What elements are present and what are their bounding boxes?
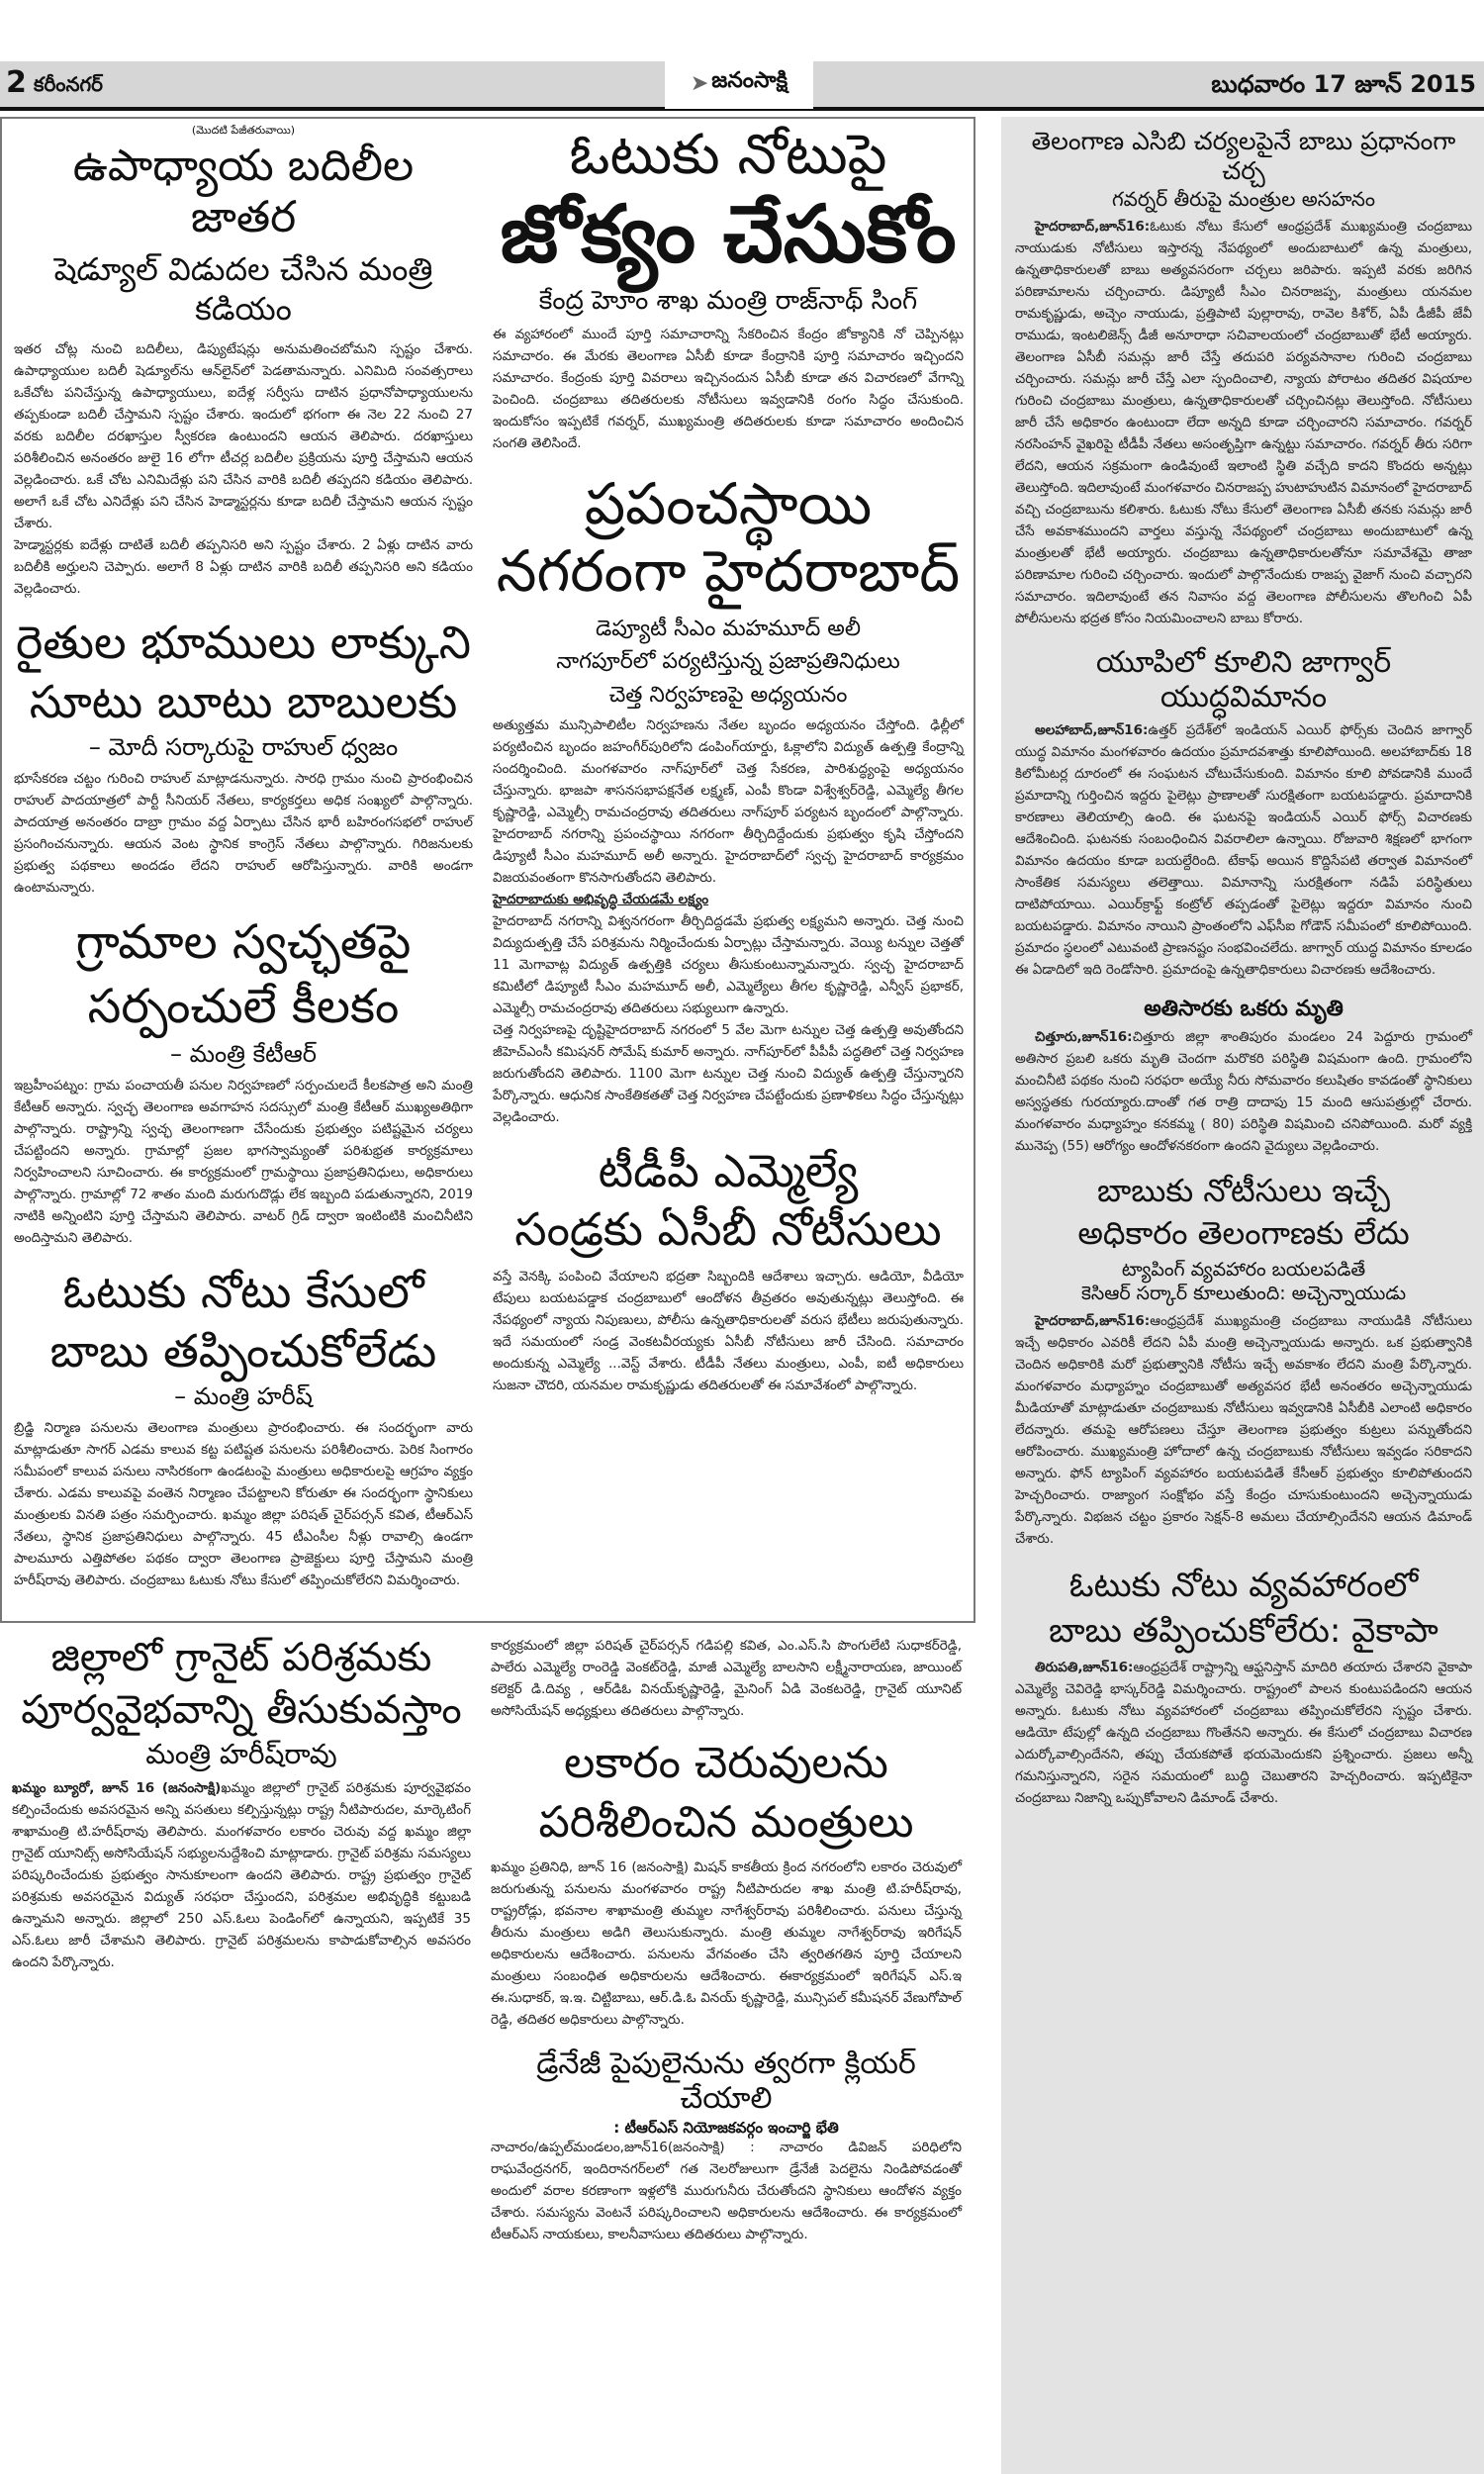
article-body: ఓటుకు నోటు కేసులో ఆంధ్రప్రదేశ్ ముఖ్యమంత్రి చంద్రబాబు నాయుడుకు నోటీసులు ఇస్తారన్న నేపథ్యంలో అందుబాటులో ఉన్న మంత్రులు, ఉన్నతాధికారులతో బాబు అత్యవసరంగా చర్చలు జరిపారు. ఇప్పటి వరకు జరిగిన పరిణామాలను చర్చించారు. డిప్యూటీ సీఎం చినరాజప్ప, మంత్రులు యనమల రామకృష్ణుడు, అచ్చెం నాయుడు, ప్రత్తిపాటి పుల్లారావు, రావెల కిశోర్, ఏపీ డీజీపీ జేవీ రాముడు, ఇంటలిజెన్స్ డీజీ అనూరాధా సచివాలయంలో చంద్రబాబుతో భేటీ అయ్యారు. తెలంగాణ ఏసీబీ సమన్లు జారీ చేస్తే తదుపరి పర్యవసానాల గురించి చంద్రబాబు చర్చించారు. సమన్లు జారీ చేస్తే ఎలా స్పందించాలి, న్యాయ పోరాటం తదితర విషయాల గురించి చంద్రబాబు మంత్రులు, ఉన్నతాధికారులతో చర్చించినట్లు తెలుస్తోంది. నోటీసులు జారీ చేసే అధికారం ఉంటుందా లేదా అన్నది కూడా చర్చించారని సమాచారం. గవర్నర్ నరసింహన్ వైఖరిపై టీడీపీ నేతలు అసంతృప్తిగా ఉన్నట్టు సమాచారం. గవర్నర్ తీరు సరిగా లేదని, ఆయన సక్రమంగా ఉండివుంటే ఇలాంటి స్థితి వచ్చేది కాదని కొందరు అన్నట్లు తెలుస్తోంది. ఇదిలావుంటే మంగళవారం చినరాజప్ప హుటాహుటిన విమానంలో హైదరాబాద్ వచ్చి చంద్రబాబును కలిశారు. ఓటుకు నోటు కేసులో తెలంగాణ ఏసీబీ తనకు సమన్లు జారీ చేసే అవకాశముందని వార్తలు వస్తున్న నేపథ్యంలో చంద్రబాబు అందుబాటులో ఉన్న మంత్రులతో భేటీ అయ్యారు. చంద్రబాబు ఉన్నతాధికారులతోనూ సమావేశమై తాజా పరిణామాల గురించి చర్చించారు. ఇందులో పాల్గొనేందుకు రాజప్ప వైజాగ్ నుంచి వచ్చారని సమాచారం. ఇదిలావుంటే తన నివాసం వద్ద తెలంగాణ పోలీసులను తొలగించి ఏపీ పోలీసులను భద్రత కోసం నియమించాలని బాబు కోరారు. <box>1015 219 1472 626</box>
headline: ఉపాధ్యాయ బదిలీల జాతర <box>72 141 415 242</box>
article-body-2: హెడ్మాస్టర్లకు ఐదేళ్లు దాటితే బదిలీ తప్పనిసరి అని స్పష్టం చేశారు. 2 ఏళ్లు దాటిన వారు బదిలీకి అర్హులని చెప్పారు. అలాగే 8 ఏళ్లు దాటిన వారికి బదిలీ తప్పనిసరి అని కడియం వెల్లడించారు. <box>14 536 473 597</box>
article-harish <box>14 1265 473 1592</box>
headline: తెలంగాణ ఎసిబి చర్యలపైనే బాబు ప్రధానంగా చర్చ <box>1031 127 1456 185</box>
article-no-authority <box>1015 1173 1472 1550</box>
headline-line-1: ఓటుకు నోటుపై <box>569 123 887 187</box>
lower-left-column <box>0 1635 481 1988</box>
article-body: ఖమ్మం ప్రతినిధి, జూన్ 16 (జనంసాక్షి) మిషన్ కాకతీయ క్రింద నగరంలోని లకారం చెరువులో జరుగుతున్న పనులను మంగళవారం రాష్ట్ర నీటిపారుదల శాఖ మంత్రి టి.హరీష్‌రావు, రాష్ట్రరోడ్లు, భవనాల శాఖామంత్రి తుమ్మల నాగేశ్వర్‌రావు పరిశీలించారు. పనులు చేస్తున్న తీరును మంత్రులు అడిగి తెలుసుకున్నారు. మంత్రి తుమ్మల నాగేశ్వర్‌రావు ఇరిగేషన్ అధికారులను ఆదేశించారు. పనులను వేగవంతం చేసి త్వరితగతిన పూర్తి చేయాలని మంత్రులు సంబంధిత అధికారులను ఆదేశించారు. ఈకార్యక్రమంలో ఇరిగేషన్ ఎస్.ఇ ఈ.సుధాకర్, ఇ.ఇ. చిట్టిబాబు, ఆర్.డి.ఓ వినయ్ కృష్ణారెడ్డి, మున్సిపల్ కమీషనర్ వేణుగోపాల్ రెడ్డి, తదితర అధికారులు పాల్గొన్నారు. <box>491 1858 962 2028</box>
page-number: 2 <box>6 65 27 100</box>
article-diarrhea <box>1015 997 1472 1157</box>
article-sandra <box>493 1144 964 1396</box>
headline-line-2: జోక్యం చేసుకోం <box>500 188 957 281</box>
dateline: అలహాబాద్,జూన్16: <box>1035 721 1149 738</box>
headline-line-2: బాబు తప్పించుకోలేడు <box>49 1323 437 1378</box>
dateline: హైదరాబాద్,జూన్16: <box>1035 219 1151 235</box>
article-lakaram <box>491 1738 962 2031</box>
headline-line-1: ప్రపంచస్థాయి <box>584 469 873 537</box>
headline: డ్రేనేజీ పైపులైనును త్వరగా క్లియర్ చేయాలి <box>536 2046 916 2117</box>
article-body: చిత్తూరు జిల్లా శాంతిపురం మండలం 24 పెద్దూరు గ్రామంలో అతిసార ప్రబలి ఒకరు మృతి చెందగా మరొకరి పరిస్థితి విషమంగా ఉంది. గ్రామంలోని మంచినీటి పథకం నుంచి సరఫరా అయ్యే నీరు సోమవారం కలుషితం కావడంతో స్థానికులు అస్వస్థతకు గురయ్యారు.దాంతో గత రాత్రి దాదాపు 15 మంది ఆసుపత్రుల్లో చేరారు. మంగళవారం మధ్యాహ్నం కనకమ్మ ( 80) పరిస్థితి విషమించి చనిపోయింది. మరో వ్యక్తి మునెప్ప (55) ఆరోగ్యం ఆందోళనకరంగా ఉందని వైద్యులు వెల్లడించారు. <box>1015 1028 1472 1154</box>
masthead <box>665 57 813 109</box>
headline-line-1: బాబుకు నోటీసులు ఇచ్చే <box>1096 1171 1391 1209</box>
headline-line-1: లకారం చెరువులను <box>564 1738 888 1789</box>
arrow-logo-icon: ➤ <box>690 70 709 96</box>
headline-line-2: సండ్రకు ఏసీబీ నోటీసులు <box>514 1201 942 1256</box>
subhead-3: చెత్త నిర్వహణపై అధ్యయనం <box>608 682 848 708</box>
article-acb-discussion <box>1015 127 1472 629</box>
headline-line-2: అధికారం తెలంగాణకు లేదు <box>1077 1214 1410 1253</box>
article-body-3: చెత్త నిర్వహణపై దృష్టిహైదరాబాద్ నగరంలో 5 వేల మెగా టన్నుల చెత్త ఉత్పత్తి అవుతోందని జీహెచ్ఎంసీ కమిషనర్ సోమేష్ కుమార్ అన్నారు. నాగ్‌పూర్‌లో పీపీపీ పద్ధతిలో చెత్త నిర్వహణ జరుగుతోందని తెలిపారు. 1100 మెగా టన్నుల చెత్త నుంచి విద్యుత్ ఉత్పత్తి చేస్తున్నారని పేర్కొన్నారు. ఆధునిక సాంకేతికతతో చెత్త నిర్వహణ చేపట్టేందుకు ప్రణాళికలు సిద్ధం చేస్తున్నట్లు వెల్లడించారు. <box>493 1022 964 1126</box>
page-section: కరీంనగర్ <box>34 72 103 96</box>
headline-line-1: జిల్లాలో గ్రానైట్ పరిశ్రమకు <box>50 1635 432 1681</box>
headline-line-2: నగరంగా హైదరాబాద్ <box>496 537 961 606</box>
article-body: ఈ వ్యహారంలో ముందే పూర్తి సమాచారాన్ని సేకరించిన కేంద్రం జోక్యానికి నో చెప్పినట్లు సమాచారం. ఈ మేరకు తెలంగాణ ఏసీబీ కూడా కేంద్రానికి పూర్తి సమాచారం ఇచ్చిందని సమాచారం. కేంద్రంకు పూర్తి వివరాలు ఇచ్చినందున ఏసీబీ కూడా తన విచారణలో వేగాన్ని పెంచింది. చంద్రబాబు తదితరులకు నోటీసులు ఇవ్వడానికి రంగం సిద్ధం చేసుకుంది. ఇందుకోసం ఇప్పటికే గవర్నర్, ముఖ్యమంత్రి తదితరులకు కూడా సమాచారం అందించిన సంగతి తెలిసిందే. <box>493 326 964 451</box>
headline: అతిసారకు ఒకరు మృతి <box>1144 996 1344 1021</box>
dateline: చిత్తూరు,జూన్16: <box>1035 1028 1133 1045</box>
headline-line-1: రైతుల భూములు లాక్కుని <box>16 615 471 669</box>
article-body: ఇతర చోట్ల నుంచి బదిలీలు, డిప్యుటేషన్లు అనుమతించబోమని స్పష్టం చేశారు. ఉపాధ్యాయుల బదిలీ షెడ్యూల్‌ను ఆన్‌లైన్‌లో పెడతామన్నారు. ఎనిమిది సంవత్సరాలు ఒకేచోట పనిచేస్తున్న ఉపాధ్యాయులు, ఐదేళ్ల సర్వీసు దాటిన ప్రధానోపాధ్యాయులను తప్పకుండా బదిలీ చేస్తామని స్పష్టం చేశారు. ఇందులో భగంగా ఈ నెల 22 నుంచి 27 వరకు బదిలీల దరఖాస్తుల స్వీకరణ ఉంటుందని ఆయన తెలిపారు. దరఖాస్తులు పరిశీలించిన అనంతరం జులై 16 లోగా టీచర్ల బదిలీల ప్రక్రియను పూర్తి చేస్తామని ఆయన వెల్లడించారు. ఒకే చోట ఎనిమిదేళ్లు పని చేసిన వారికి బదిలీ తప్పదని కడియం తెలిపారు. అలాగే ఒకే చోట ఎనిదేళ్లు పని చేసిన హెడ్మాస్టర్లను కూడా బదిలీ చేస్తామని ఆయన స్పష్టం చేశారు. <box>14 340 473 531</box>
headline: యూపిలో కూలిని జాగ్వార్ యుద్ధవిమానం <box>1095 645 1392 715</box>
headline-line-2: పూర్వవైభవాన్ని తీసుకువస్తాం <box>21 1687 462 1734</box>
page-date: బుధవారం 17 జూన్ 2015 <box>1211 70 1476 98</box>
main-box <box>0 117 975 1623</box>
subhead: : టీఆర్ఎస్ నియోజకవర్గం ఇంచార్జి భేతి <box>613 2118 839 2137</box>
subhead: కేంద్ర హెూం శాఖ మంత్రి రాజ్‌నాథ్ సింగ్ <box>538 286 918 317</box>
article-granite <box>12 1635 471 1972</box>
article-granite-continued <box>491 1635 962 1722</box>
middle-column <box>483 123 974 1412</box>
article-body: వస్తే వెనక్కి పంపించి వేయాలని భద్రతా సిబ్బందికి ఆదేశాలు ఇచ్చారు. ఆడియో, వీడియో టేపులు బయటపడ్డాక చంద్రబాబులో ఆందోళన తీవ్రతరం అవుతున్నట్లు తెలుస్తోంది. ఈ నేపథ్యంలో న్యాయ నిపుణులు, పోలీసు ఉన్నతాధికారులతో వరుస భేటీలు జరుపుతున్నారు. ఇదే సమయంలో సండ్ర వెంకటవీరయ్యకు ఏసీబీ నోటీసులు జారీ చేసింది. సమాచారం అందుకున్న ఎమ్మెల్యే ...వెస్ట్ వేశారు. టీడీపీ నేతలు మంత్రులు, ఎంపీ, ఐటీ అధికారులు సుజనా చౌదరి, యనమల రామకృష్ణుడు తదితరులతో ఈ సమావేశంలో పాల్గొన్నారు. <box>493 1268 964 1393</box>
article-body-2: హైదరాబాద్ నగరాన్ని విశ్వనగరంగా తీర్చిదిద్దడమే ప్రభుత్వ లక్ష్యమని అన్నారు. చెత్త నుంచి విద్యుదుత్పత్తి చేసే పరిశ్రమను నిర్మించేందుకు ఏర్పాట్లు చేస్తామన్నారు. వెయ్యి టన్నుల చెత్తతో 11 మెగావాట్ల విద్యుత్ ఉత్పత్తికి చర్యలు తీసుకుంటున్నామన్నారు. స్వచ్ఛ హైదరాబాద్ కమిటీలో డిప్యూటీ సీఎం మహమూద్ అలీ, ఎమ్మెల్యేలు తీగల కృష్ణారెడ్డి, ఎన్వీస్ ప్రభాకర్, ఎమ్మెల్సీ రామచంద్రరావు తదితరులు సభ్యులుగా ఉన్నారు. <box>493 913 964 1017</box>
headline-line-1: ఓటుకు నోటు కేసులో <box>62 1264 424 1318</box>
left-and-middle-area <box>0 117 989 2261</box>
article-drainage <box>491 2046 962 2246</box>
dateline: తిరుపతి,జూన్16: <box>1035 1659 1134 1675</box>
article-ktr <box>14 914 473 1248</box>
headline-line-1: టీడీపీ ఎమ్మెల్యే <box>598 1144 859 1198</box>
subhead-2: కెసిఆర్ సర్కార్ కూలుతుంది: అచ్చెన్నాయుడు <box>1080 1282 1407 1304</box>
subhead: గవర్నర్ తీరుపై మంత్రుల అసహనం <box>1111 187 1376 211</box>
headline-line-2: సూటు బూటు బాబులకు <box>29 675 458 729</box>
subhead-1: డెప్యూటీ సీఎం మహమూద్ అలీ <box>596 616 861 641</box>
lower-area <box>0 1623 975 2261</box>
subhead: షెడ్యూల్ విడుదల చేసిన మంత్రి కడియం <box>53 249 433 328</box>
subhead: మంత్రి హరీష్‌రావు <box>145 1737 337 1770</box>
article-rahul <box>14 616 473 900</box>
article-body: అత్యుత్తమ మున్సిపాలిటీల నిర్వహణను నేతల బృందం అధ్యయనం చేస్తోంది. ఢిల్లీలో పర్యటించిన బృందం జహంగీర్‌పురిలోని డంపింగ్‌యార్డు, ఓక్లాలోని విద్యుత్ ఉత్పత్తి కేంద్రాన్ని సందర్శించింది. మంగళవారం నాగ్‌పూర్‌లో చెత్త సేకరణ, పారిశుద్ధ్యంపై అధ్యయనం చేస్తున్నారు. భాజపా శాసనసభాపక్షనేత లక్ష్మణ్, ఎంపీ కొండా విశ్వేశ్వర్‌రెడ్డి, ఎమ్మెల్యే తీగల కృష్ణారెడ్డి, ఎమ్మెల్సీ రామచంద్రరావు తదితరులు నాగ్‌పూర్ పర్యటన బృందంలో పాల్గొన్నారు. హైదరాబాద్ నగరాన్ని ప్రపంచస్థాయి నగరంగా తీర్చిదిద్దేందుకు ప్రభుత్వం కృషి చేస్తోందని డిప్యూటీ సీఎం మహమూద్ అలీ అన్నారు. హైదరాబాద్‌లో స్వచ్ఛ హైదరాబాద్ కార్యక్రమం విజయవంతంగా కొనసాగుతోందని తెలిపారు. <box>493 717 964 887</box>
article-body: ఆంధ్రప్రదేశ్ రాష్ట్రాన్ని ఆఫ్ఘనిస్తాన్ మాదిరి తయారు చేశారని వైకాపా ఎమ్మెల్యే చెవిరెడ్డి భాస్కర్‌రెడ్డి విమర్శించారు. రాష్ట్రంలో పాలన కుంటుపడిందని ఆయన అన్నారు. ఓటుకు నోటు వ్యవహారంలో చంద్రబాబు తప్పించుకోలేరని స్పష్టం చేశారు. ఆడియో టేపుల్లో ఉన్నది చంద్రబాబు గొంతేనని అన్నారు. ఈ కేసులో చంద్రబాబు విచారణ ఎదుర్కోవాల్సిందేనని, తప్పు చేయకపోతే భయమెందుకని ప్రశ్నించారు. ప్రజలు అన్నీ గమనిస్తున్నారని, సరైన సమయంలో బుద్ధి చెబుతారని హెచ్చరించారు. ఇప్పటికైనా చంద్రబాబు నిజాన్ని ఒప్పుకోవాలని డిమాండ్ చేశారు. <box>1015 1659 1472 1806</box>
article-body: భూసేకరణ చట్టం గురించి రాహుల్ మాట్లాడనున్నారు. సారధి గ్రామం నుంచి ప్రారంభించిన రాహుల్ పాదయాత్రలో పార్టీ సీనియర్ నేతలు, కార్యకర్తలు అధిక సంఖ్యలో పాల్గొన్నారు. పాదయాత్ర అనంతరం దాబ్రా గ్రామం వద్ద ఏర్పాటు చేసిన భారీ బహిరంగసభలో రాహుల్ ప్రసంగించనున్నారు. ఆయన వెంట స్థానిక కాంగ్రెస్ నేతలు పాల్గొన్నారు. గిరిజనులకు ప్రభుత్వ పథకాలు అందడం లేదని రాహుల్ ఆరోపిస్తున్నారు. వారికి అండగా ఉంటామన్నారు. <box>14 771 473 897</box>
article-body: ఇబ్రహీంపట్నం: గ్రామ పంచాయతీ పనుల నిర్వహణలో సర్పంచులదే కీలకపాత్ర అని మంత్రి కేటీఆర్ అన్నారు. స్వచ్ఛ తెలంగాణ అవగాహన సదస్సులో మంత్రి కేటీఆర్ ముఖ్యఅతిథిగా పాల్గొన్నారు. రాష్ట్రాన్ని స్వచ్ఛ తెలంగాణగా చేసేందుకు ప్రభుత్వం పటిష్టమైన చర్యలు చేపట్టిందని అన్నారు. గ్రామాల్లో ప్రజల భాగస్వామ్యంతో పరిశుభ్రత కార్యక్రమాలు నిర్వహించాలని సూచించారు. ఈ కార్యక్రమంలో గ్రామస్థాయి ప్రజాప్రతినిధులు, అధికారులు పాల్గొన్నారు. గ్రామాల్లో 72 శాతం మంది మరుగుదొడ్లు లేక ఇబ్బంది పడుతున్నారని, 2019 నాటికి అన్నింటిని పూర్తి చేస్తామని తెలిపారు. వాటర్ గ్రిడ్ ద్వారా ఇంటింటికి మంచినీటిని అందిస్తామని తెలిపారు. <box>14 1077 473 1246</box>
headline-line-2: పరిశీలించిన మంత్రులు <box>538 1797 914 1849</box>
article-body: నాచారం/ఉప్పల్‌మండలం,జూన్16(జనంసాక్షి) : నాచారం డివిజన్ పరిధిలోని రాఘవేంద్రనగర్, ఇందిరానగర్‌లలో గత నెలరోజులుగా డ్రేనేజీ పెదలైను నిండిపోవడంతో అందులో వరాల కరణాంగా ఇళ్లలోకి మురుగునీరు చేరుతోందని స్థానికులు ఆందోళన వ్యక్తం చేశారు. సమస్యను వెంటనే పరిష్కరించాలని అధికారులను ఆదేశించారు. ఈ కార్యక్రమంలో టీఆర్ఎస్ నాయకులు, కాలనీవాసులు తదితరులు పాల్గొన్నారు. <box>491 2140 962 2243</box>
article-body: ఉత్తర్ ప్రదేశ్‌లో ఇండియన్ ఎయిర్ ఫోర్స్‌కు చెందిన జాగ్వార్ యుద్ధ విమానం మంగళవారం ఉదయం ప్రమాదవశాత్తు కూలిపోయింది. అలహాబాద్‌కు 18 కిలోమీటర్ల దూరంలో ఈ సంఘటన చోటుచేసుకుంది. విమానం కూలి పోవడానికి ముందే ప్రమాదాన్ని గుర్తించిన ఇద్దరు పైలెట్లు ప్రాణాలతో సురక్షితంగా బయటపడ్డారు. ప్రమాదానికి కారణాలు తెలియాల్సి ఉంది. ఈ ఘటనపై ఇండియన్ ఎయిర్ ఫోర్స్ విచారణకు ఆదేశించింది. ఘటనకు సంబంధించిన వివరాలిలా ఉన్నాయి. రోజువారి శిక్షణలో భాగంగా విమానం ఉదయం కూడా బయల్దేరింది. టేకాఫ్ అయిన కొద్దిసేపటి తర్వాత విమానంలో సాంకేతిక సమస్యలు తలెత్తాయి. విమానాన్ని సురక్షితంగా నడిపే పరిస్థితులు దాటిపోయాయి. ఎయిర్‌క్రాఫ్ట్ కంట్రోల్ తప్పడంతో పైలెట్లు ఇద్దరూ విమానం నుంచి బయటపడ్డారు. విమానం నాయిని ప్రాంతంలోని ఎఫ్‌సీఐ గోడౌన్ సమీపంలో కూలిపోయింది. ప్రమాదం స్థలంలో ఎటువంటి ప్రాణనష్టం సంభవించలేదు. జాగ్వార్ యుద్ధ విమానం కూలడం ఈ ఏడాదిలో ఇది రెండోసారి. ప్రమాదంపై ఉన్నతాధికారులు విచారణకు ఆదేశించారు. <box>1015 721 1472 978</box>
subhead-2: నాగపూర్‌లో పర్యటిస్తున్న ప్రజాప్రతినిధులు <box>556 649 900 675</box>
left-column <box>2 123 483 1607</box>
headline-line-1: గ్రామాల స్వచ్ఛతపై <box>75 914 412 971</box>
article-body: బ్రిడ్జి నిర్మాణ పనులను తెలంగాణ మంత్రులు ప్రారంభించారు. ఈ సందర్భంగా వారు మాట్లాడుతూ సాగర్ ఎడమ కాలువ కట్ట పటిష్టత పనులను పరిశీలించారు. పెరిక సింగారం సమీపంలో కాలువ పనులు నాసిరకంగా ఉండటంపై మంత్రులు అధికారులపై ఆగ్రహం వ్యక్తం చేశారు. ఎడమ కాలువపై వంతెన నిర్మాణం చేపట్టాలని కోరుతూ ఈ సందర్భంగా స్థానికులు మంత్రులకు వినతి పత్రం సమర్పించారు. ఖమ్మం జిల్లా పరిషత్ చైర్‌పర్సన్ కవిత, టీఆర్ఎస్ నేతలు, స్థానిక ప్రజాప్రతినిధులు పాల్గొన్నారు. 45 టీఎంసీల నీళ్లు రావాల్సి ఉండగా పాలమూరు ఎత్తిపోతల పథకం ద్వారా తెలంగాణ ప్రాజెక్టులు పూర్తి చేస్తామని మంత్రి హరీష్‌రావు తెలిపారు. చంద్రబాబు ఓటుకు నోటు కేసులో తప్పించుకోలేరని విమర్శించారు. <box>14 1420 473 1589</box>
article-body: ఆంధ్రప్రదేశ్ ముఖ్యమంత్రి చంద్రబాబు నాయుడికి నోటీసులు ఇచ్చే అధికారం ఎవరికీ లేదని ఏపీ మంత్రి అచ్చెన్నాయుడు అన్నారు. ఒక ప్రభుత్వానికి చెందిన అధికారికి మరో ప్రభుత్వానికి నోటీసు ఇచ్చే అవకాశం లేదని మంత్రి పేర్కొన్నారు. మంగళవారం మధ్యాహ్నం చంద్రబాబుతో అత్యవసర భేటీ అనంతరం అచ్చెన్నాయుడు మీడియాతో మాట్లాడుతూ చంద్రబాబుకు నోటీసులు ఇవ్వడానికి ఏసీబీకి ఎలాంటి అధికారం లేదన్నారు. తమపై ఆరోపణలు చేస్తూ తెలంగాణ ప్రభుత్వం కుట్రలు పన్నుతోందని ఆరోపించారు. ముఖ్యమంత్రి హోదాలో ఉన్న చంద్రబాబుకు నోటీసులు ఇవ్వడం సరికాదని అన్నారు. ఫోన్ ట్యాపింగ్ వ్యవహారం బయటపడితే కేసీఆర్ ప్రభుత్వం కూలిపోతుందని హెచ్చరించారు. రాజ్యాంగ సంక్షోభం వస్తే కేంద్రం చూసుకుంటుందని అచ్చెన్నాయుడు పేర్కొన్నారు. విభజన చట్టం ప్రకారం సెక్షన్-8 అమలు చేయాల్సిందేనని ఆయన డిమాండ్ చేశారు. <box>1015 1312 1472 1547</box>
headline-line-1: ఓటుకు నోటు వ్యవహారంలో <box>1068 1565 1419 1605</box>
masthead-title: జనంసాక్షి <box>711 68 788 93</box>
subhead: – మోదీ సర్కారుపై రాహుల్ ధ్వజం <box>88 733 399 762</box>
article-hyderabad <box>493 470 964 1128</box>
article-body: ఖమ్మం జిల్లాలో గ్రానైట్ పరిశ్రమకు పూర్వవైభవం కల్పించేందుకు అవసరమైన అన్ని వసతులు కల్పిస్తున్నట్లు రాష్ట్ర నీటిపారుదల, మార్కెటింగ్ శాఖామంత్రి టి.హరీష్‌రావు తెలిపారు. మంగళవారం లకారం చెరువు వద్ద ఖమ్మం జిల్లా గ్రానైట్ యూనిట్స్ అసోసియేషన్ సభ్యులనుద్దేశించి మాట్లాడారు. గ్రానైట్ పరిశ్రమ సమస్యలు పరిష్కరించేందుకు ప్రభుత్వం సానుకూలంగా ఉందని తెలిపారు. రాష్ట్ర ప్రభుత్వం గ్రానైట్ పరిశ్రమకు అవసరమైన విద్యుత్ సరఫరా చేస్తుందని, పరిశ్రమల అభివృద్ధికి కట్టుబడి ఉన్నామని అన్నారు. జిల్లాలో 250 ఎస్.ఓలు పెండింగ్‌లో ఉన్నాయని, ఇప్పటికే 35 ఎస్.ఓలు జారీ చేశామని తెలిపారు. గ్రానైట్ పరిశ్రమలను కాపాడుకోవాల్సిన అవసరం ఉందని పేర్కొన్నారు. <box>12 1779 471 1970</box>
article-body-2: కార్యక్రమంలో జిల్లా పరిషత్ చైర్‌పర్సన్ గడిపల్లి కవిత, ఎం.ఎస్.సి పొంగులేటి సుధాకర్‌రెడ్డి, పాలేరు ఎమ్మెల్యే రాంరెడ్డి వెంకట్‌రెడ్డి, మాజీ ఎమ్మెల్యే బాలసాని లక్ష్మీనారాయణ, జాయింట్ కలెక్టర్ డి.దివ్య , ఆర్‌డిఓ వినయ్‌కృష్ణారెడ్డి, మైనింగ్ ఏడి వెంకటరెడ్డి, గ్రానైట్ యూనిట్ అసోసియేషన్ అధ్యక్షులు తదితరులు పాల్గొన్నారు. <box>491 1638 962 1720</box>
dateline: హైదరాబాద్,జూన్16: <box>1035 1312 1151 1329</box>
subhead: – మంత్రి హరీష్ <box>174 1382 313 1411</box>
page-body <box>0 117 1484 2474</box>
right-column <box>1001 117 1484 2474</box>
headline-line-2: బాబు తప్పించుకోలేరు: వైకాపా <box>1049 1610 1438 1651</box>
subhead-1: ట్యాపింగ్ వ్యవహారం బయలపడితే <box>1121 1259 1366 1282</box>
article-ysrcp <box>1015 1566 1472 1809</box>
headline-line-2: సర్పంచులే కీలకం <box>87 978 400 1034</box>
continued-note: (మొదటి పేజీతరువాయి) <box>191 124 296 137</box>
lower-middle-column <box>481 1635 972 2261</box>
article-rajnath <box>493 123 964 454</box>
article-teacher-transfers <box>14 141 473 600</box>
dateline: ఖమ్మం బ్యూరో, జూన్ 16 (జనంసాక్షి) <box>12 1779 222 1796</box>
section-label: హైదరాబాదుకు అభివృద్ధి చేయడమే లక్ష్యం <box>493 892 709 908</box>
article-jaguar <box>1015 645 1472 981</box>
subhead: – మంత్రి కేటీఆర్ <box>169 1039 318 1068</box>
